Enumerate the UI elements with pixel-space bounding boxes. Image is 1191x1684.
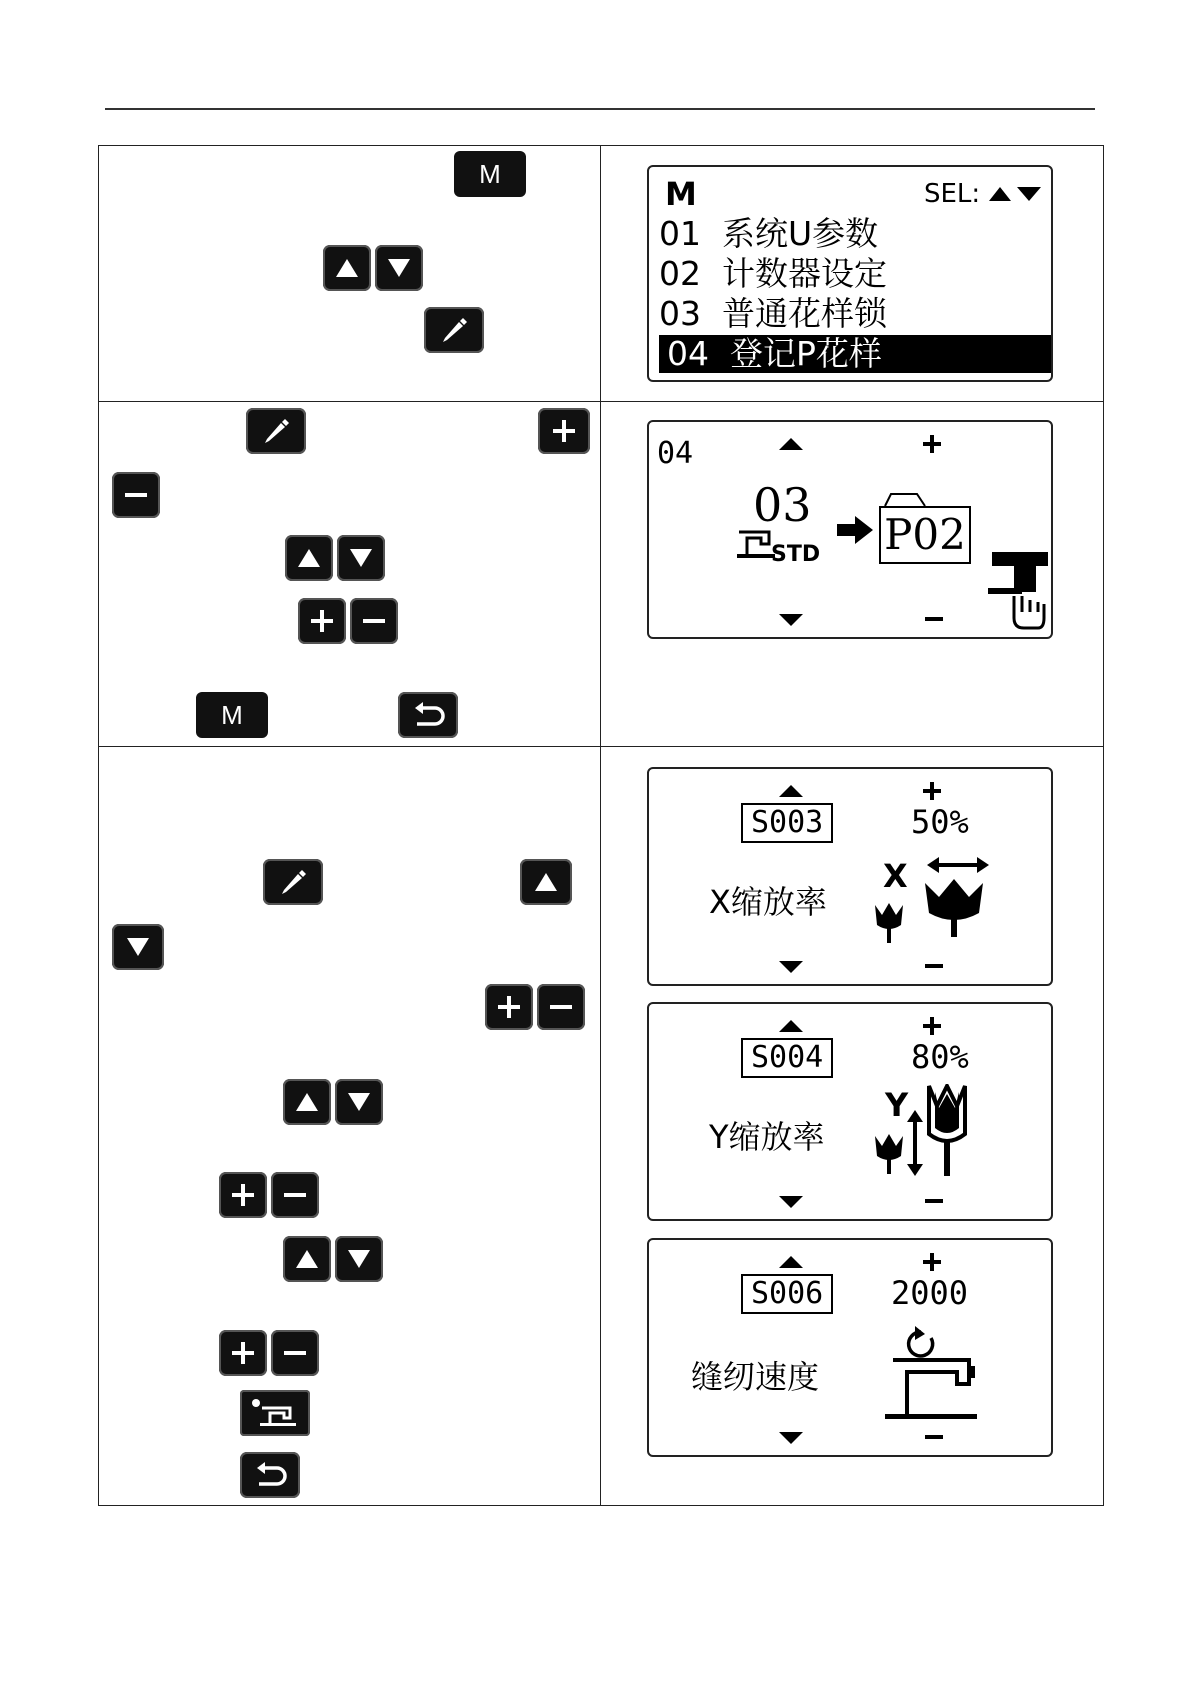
- plus-minus-keys: [485, 984, 585, 1030]
- up-key[interactable]: [520, 859, 572, 905]
- up-down-keys: [323, 245, 423, 291]
- up-key[interactable]: [323, 245, 371, 291]
- menu-item-num: 02: [659, 254, 701, 293]
- m-key-label: M: [479, 158, 501, 189]
- plus-minus-keys: [219, 1172, 319, 1218]
- lcd-y-scale: [647, 1002, 1053, 1221]
- source-pattern-number: 03: [753, 478, 812, 532]
- plus-icon: [922, 781, 942, 801]
- table-row-divider-1: [98, 401, 1104, 402]
- menu-item-num: 03: [659, 294, 701, 333]
- small-tulip-icon: [871, 901, 907, 945]
- plus-key[interactable]: [538, 408, 590, 454]
- edit-key[interactable]: [424, 307, 484, 353]
- triangle-down-icon: [346, 1248, 372, 1270]
- minus-icon: [548, 994, 574, 1020]
- menu-item-label: 系统U参数: [721, 214, 879, 253]
- plus-icon: [230, 1340, 256, 1366]
- lcd-register-pattern: [647, 420, 1053, 639]
- triangle-up-icon: [777, 1254, 805, 1270]
- lcd-x-scale: [647, 767, 1053, 986]
- up-down-keys: [285, 535, 385, 581]
- up-key[interactable]: [285, 535, 333, 581]
- parameter-label: X缩放率: [709, 883, 827, 921]
- minus-icon: [924, 614, 944, 624]
- minus-key[interactable]: [271, 1172, 319, 1218]
- pencil-icon: [439, 316, 469, 344]
- minus-icon: [123, 482, 149, 508]
- plus-key[interactable]: [219, 1172, 267, 1218]
- minus-icon: [282, 1340, 308, 1366]
- edit-key[interactable]: [246, 408, 306, 454]
- menu-item-04-selected[interactable]: [659, 335, 1051, 373]
- axis-label: X: [883, 857, 908, 895]
- menu-item-label: 普通花样锁: [721, 294, 887, 333]
- sewing-machine-icon: [250, 1398, 300, 1428]
- menu-item-label: 计数器设定: [721, 254, 887, 293]
- minus-icon: [924, 1432, 944, 1442]
- hand-press-icon: [984, 552, 1048, 632]
- pencil-icon: [278, 868, 308, 896]
- triangle-down-icon: [777, 612, 805, 628]
- vertical-double-arrow-icon: [907, 1110, 923, 1176]
- pencil-icon: [261, 417, 291, 445]
- triangle-down-icon: [386, 257, 412, 279]
- parameter-value: 80%: [911, 1038, 969, 1076]
- triangle-down-icon: [777, 1194, 805, 1210]
- minus-key[interactable]: [537, 984, 585, 1030]
- triangle-up-icon: [777, 436, 805, 452]
- parameter-code: S006: [741, 1274, 833, 1314]
- item-number: 04: [657, 436, 694, 471]
- parameter-label: Y缩放率: [709, 1118, 825, 1156]
- triangle-up-icon: [294, 1091, 320, 1113]
- sel-arrows-icon: [987, 185, 1043, 203]
- up-key[interactable]: [283, 1079, 331, 1125]
- sewing-speed-icon: [885, 1324, 981, 1424]
- parameter-value: 50%: [911, 803, 969, 841]
- plus-icon: [496, 994, 522, 1020]
- plus-key[interactable]: [298, 598, 346, 644]
- menu-header: M: [665, 175, 697, 213]
- triangle-down-icon: [777, 959, 805, 975]
- up-down-keys: [283, 1236, 383, 1282]
- sel-label: SEL:: [924, 179, 981, 209]
- parameter-code: S003: [741, 803, 833, 843]
- menu-item-01[interactable]: [659, 215, 878, 253]
- triangle-down-icon: [348, 547, 374, 569]
- triangle-up-icon: [296, 547, 322, 569]
- down-key[interactable]: [335, 1236, 383, 1282]
- arrow-right-icon: [835, 514, 875, 546]
- up-down-keys: [283, 1079, 383, 1125]
- menu-item-num: 01: [659, 214, 701, 253]
- triangle-up-icon: [533, 871, 559, 893]
- plus-icon: [922, 434, 942, 454]
- return-arrow-icon: [253, 1462, 287, 1488]
- lcd-sewing-speed: [647, 1238, 1053, 1457]
- wide-tulip-icon: [923, 877, 985, 939]
- table-column-divider: [600, 145, 601, 1506]
- tall-tulip-icon: [925, 1084, 969, 1178]
- minus-icon: [924, 961, 944, 971]
- std-label: STD: [771, 542, 821, 567]
- plus-key[interactable]: [485, 984, 533, 1030]
- down-key[interactable]: [337, 535, 385, 581]
- menu-item-label: 登记P花样: [729, 334, 882, 373]
- page-header-rule: [105, 108, 1095, 110]
- return-key[interactable]: [398, 692, 458, 738]
- triangle-up-icon: [294, 1248, 320, 1270]
- triangle-up-icon: [777, 783, 805, 799]
- down-key[interactable]: [112, 924, 164, 970]
- m-key[interactable]: [196, 692, 268, 738]
- plus-icon: [309, 608, 335, 634]
- return-arrow-icon: [411, 702, 445, 728]
- minus-key[interactable]: [350, 598, 398, 644]
- minus-icon: [924, 1196, 944, 1206]
- minus-key[interactable]: [112, 472, 160, 518]
- target-pattern-box: P02: [879, 506, 971, 564]
- parameter-label: 缝纫速度: [691, 1358, 820, 1396]
- menu-item-02[interactable]: [659, 255, 887, 293]
- plus-icon: [922, 1016, 942, 1036]
- plus-minus-keys: [219, 1330, 319, 1376]
- minus-icon: [361, 608, 387, 634]
- parameter-value: 2000: [891, 1274, 969, 1312]
- menu-item-num: 04: [667, 334, 709, 373]
- plus-icon: [922, 1252, 942, 1272]
- small-tulip-icon: [871, 1132, 907, 1176]
- axis-label: Y: [885, 1086, 909, 1124]
- sewing-machine-key[interactable]: [240, 1390, 310, 1436]
- plus-minus-keys: [298, 598, 398, 644]
- minus-key[interactable]: [271, 1330, 319, 1376]
- table-row-divider-2: [98, 746, 1104, 747]
- edit-key[interactable]: [263, 859, 323, 905]
- down-key[interactable]: [375, 245, 423, 291]
- plus-key[interactable]: [219, 1330, 267, 1376]
- parameter-code: S004: [741, 1038, 833, 1078]
- plus-icon: [551, 418, 577, 444]
- plus-icon: [230, 1182, 256, 1208]
- m-key-label: M: [221, 699, 243, 730]
- triangle-up-icon: [334, 257, 360, 279]
- triangle-down-icon: [125, 936, 151, 958]
- menu-item-03[interactable]: [659, 295, 887, 333]
- triangle-up-icon: [777, 1018, 805, 1034]
- return-key[interactable]: [240, 1452, 300, 1498]
- minus-icon: [282, 1182, 308, 1208]
- lcd-mode-menu: [647, 165, 1053, 382]
- up-key[interactable]: [283, 1236, 331, 1282]
- triangle-down-icon: [346, 1091, 372, 1113]
- down-key[interactable]: [335, 1079, 383, 1125]
- horizontal-double-arrow-icon: [927, 855, 989, 875]
- triangle-down-icon: [777, 1430, 805, 1446]
- m-key[interactable]: [454, 151, 526, 197]
